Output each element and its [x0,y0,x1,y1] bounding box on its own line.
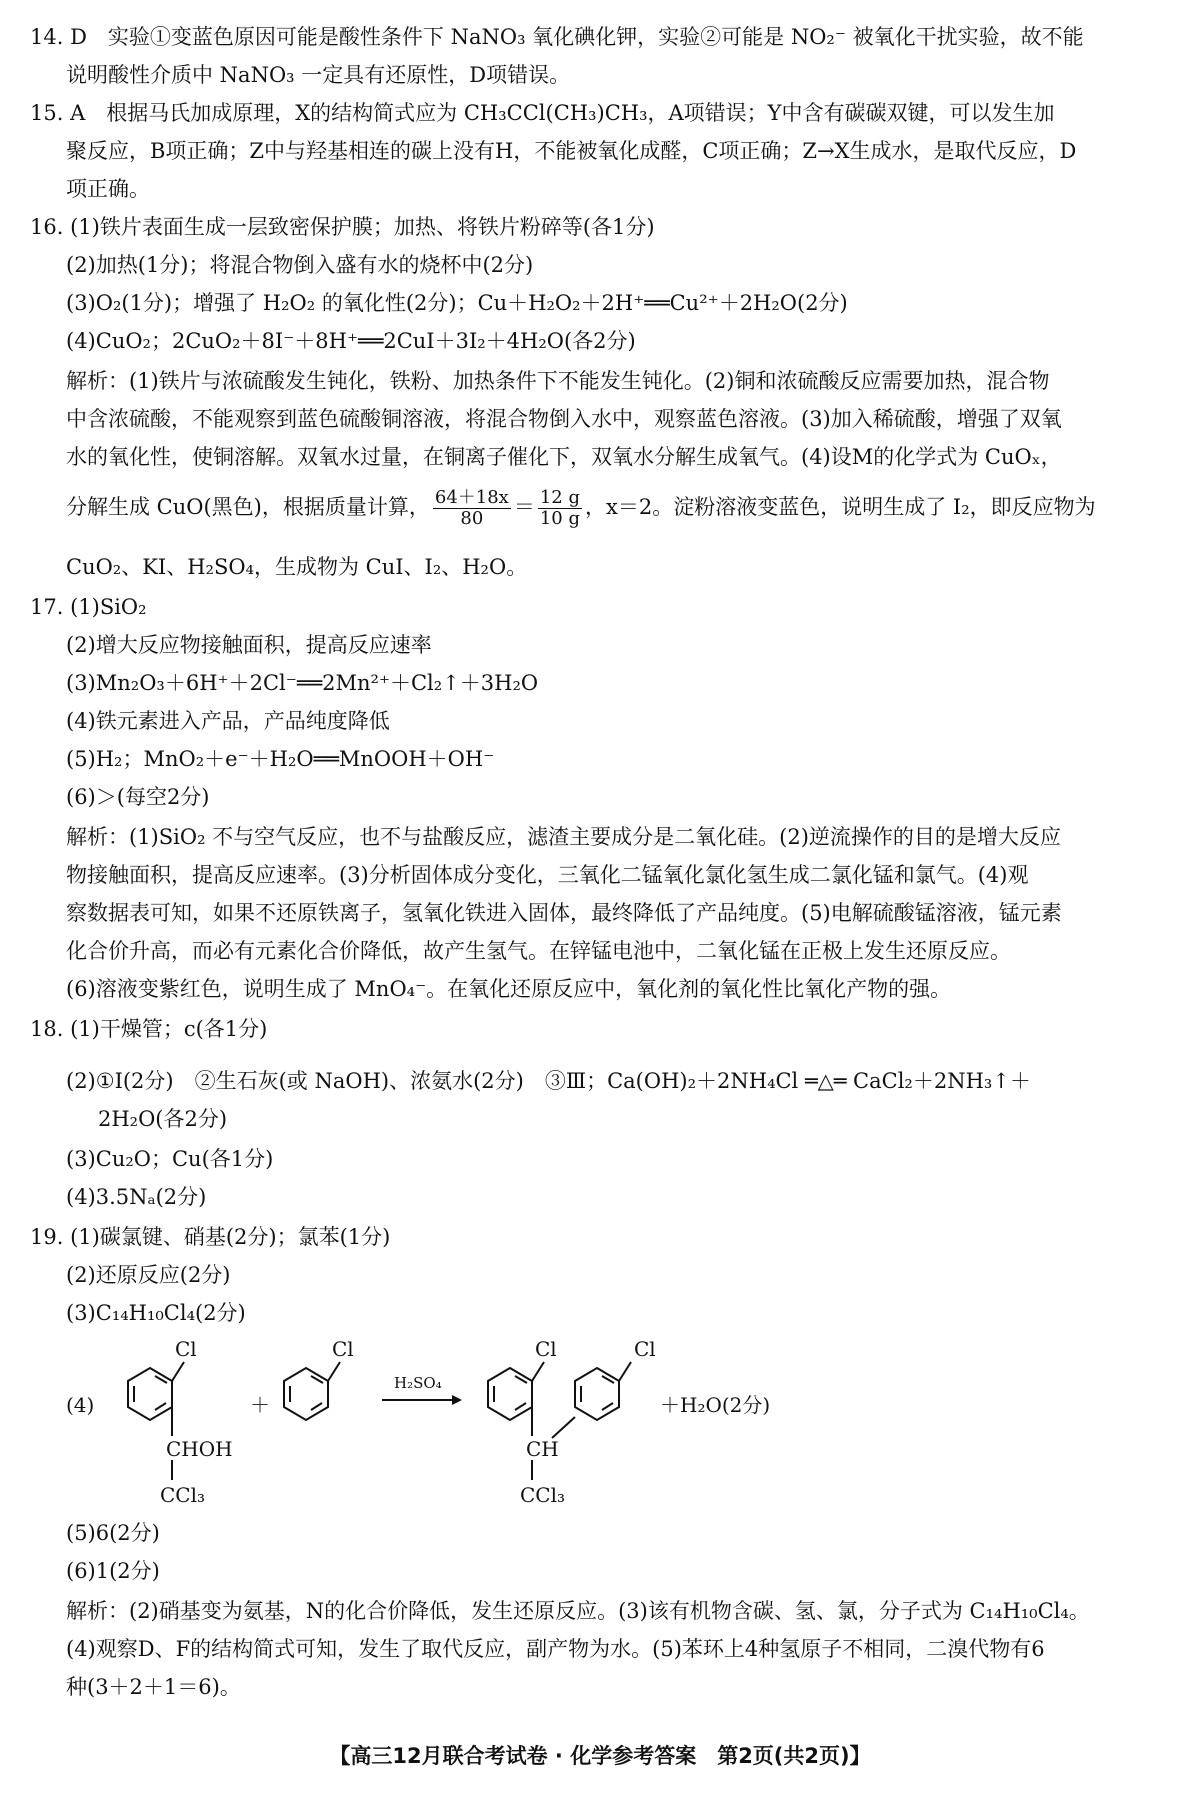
q16-fraction-left [433,488,511,529]
q17-line-5: (5)H₂；MnO₂＋e⁻＋H₂O══MnOOH＋OH⁻ [66,747,495,771]
benzene-ring-2 [284,1362,340,1420]
q17-analysis-1: 解析：(1)SiO₂ 不与空气反应，也不与盐酸反应，滤渣主要成分是二氧化硅。(2)逆流操作的目的是增大反应 [66,825,1061,849]
q17-line-6: (6)＞(每空2分) [66,785,210,809]
q16-line-1: 16. (1)铁片表面生成一层致密保护膜；加热、将铁片粉碎等(各1分) [30,215,655,239]
q15-line-1: 15. A 根据马氏加成原理，X的结构简式应为 CH₃CCl(CH₃)CH₃，A项错误；Y中含有碳碳双键，可以发生加 [30,101,1055,125]
q19-analysis-3: 种(3＋2＋1＝6)。 [66,1675,241,1699]
q16-analysis-3: 水的氧化性，使铜溶解。双氧水过量，在铜离子催化下，双氧水分解生成氧气。(4)设M的化学式为 CuOₓ， [66,445,1062,469]
water-byproduct: ＋H₂O(2分) [660,1393,771,1417]
benzene-ring-3 [488,1362,575,1480]
q16-analysis-1: 解析：(1)铁片与浓硫酸发生钝化，铁粉、加热条件下不能发生钝化。(2)铜和浓硫酸反应需要加热，混合物 [66,369,1050,393]
chlorine-label: Cl [175,1337,197,1361]
q16-calc-prefix: 分解生成 CuO(黑色)，根据质量计算， [66,495,430,519]
ch-label: CH [526,1437,559,1461]
q17-line-2: (2)增大反应物接触面积，提高反应速率 [66,633,432,657]
q17-analysis-5: (6)溶液变紫红色，说明生成了 MnO₄⁻。在氧化还原反应中，氧化剂的氧化性比氧化产物的强。 [66,977,952,1001]
q19-4-label: (4) [66,1393,95,1417]
q17-line-1: 17. (1)SiO₂ [30,595,147,619]
equals-sign: ＝ [513,495,535,519]
benzene-ring-4 [575,1362,631,1420]
q16-line-2: (2)加热(1分)；将混合物倒入盛有水的烧杯中(2分) [66,253,534,277]
q18-line-3: 2H₂O(各2分) [98,1107,228,1131]
catalyst-label: H₂SO₄ [394,1374,442,1392]
fraction-denominator: 10 g [539,508,580,529]
q14-line-2: 说明酸性介质中 NaNO₃ 一定具有还原性，D项错误。 [66,63,571,87]
choh-label: CHOH [166,1437,233,1461]
chlorine-label: Cl [535,1337,557,1361]
q17-line-3: (3)Mn₂O₃＋6H⁺＋2Cl⁻══2Mn²⁺＋Cl₂↑＋3H₂O [66,671,539,695]
q18-line-4: (3)Cu₂O；Cu(各1分) [66,1147,274,1171]
q18-line-5: (4)3.5Nₐ(2分) [66,1185,207,1209]
q19-line-3: (3)C₁₄H₁₀Cl₄(2分) [66,1301,246,1325]
q17-analysis-2: 物接触面积，提高反应速率。(3)分析固体成分变化，三氧化二锰氧化氯化氢生成二氯化锰和氯气。(4)观 [66,863,1029,887]
q19-line-6: (6)1(2分) [66,1559,160,1583]
chlorine-label: Cl [332,1337,354,1361]
q18-line-2: (2)①Ⅰ(2分) ②生石灰(或 NaOH)、浓氨水(2分) ③Ⅲ；Ca(OH)₂＋2NH₄Cl ═△═ CaCl₂＋2NH₃↑＋ [66,1069,1031,1093]
ccl3-label: CCl₃ [160,1483,206,1507]
fraction-numerator: 64＋18x [434,487,509,508]
q16-analysis-2: 中含浓硫酸，不能观察到蓝色硫酸铜溶液，将混合物倒入水中，观察蓝色溶液。(3)加入稀硫酸，增强了双氧 [66,407,1062,431]
page-footer: 【高三12月联合考试卷 · 化学参考答案 第2页(共2页)】 [329,1744,871,1768]
q16-calc-line [66,488,1180,529]
q18-line-1: 18. (1)干燥管；c(各1分) [30,1017,268,1041]
q15-line-2: 聚反应，B项正确；Z中与羟基相连的碳上没有H，不能被氧化成醛，C项正确；Z→X生成水，是取代反应，D [66,139,1077,163]
q19-line-5: (5)6(2分) [66,1521,160,1545]
q16-line-3: (3)O₂(1分)；增强了 H₂O₂ 的氧化性(2分)；Cu＋H₂O₂＋2H⁺══Cu²⁺＋2H₂O(2分) [66,291,848,315]
q14-line-1: 14. D 实验①变蓝色原因可能是酸性条件下 NaNO₃ 氧化碘化钾，实验②可能是 NO₂⁻ 被氧化干扰实验，故不能 [30,25,1084,49]
q16-line-4: (4)CuO₂；2CuO₂＋8I⁻＋8H⁺══2CuI＋3I₂＋4H₂O(各2分) [66,329,636,353]
q15-line-3: 项正确。 [66,177,150,201]
ccl3-label: CCl₃ [520,1483,566,1507]
q17-analysis-4: 化合价升高，而必有元素化合价降低，故产生氢气。在锌锰电池中，二氧化锰在正极上发生还原反应。 [66,939,1011,963]
q16-fraction-right [538,488,582,529]
q19-reaction-scheme [0,1310,1200,1510]
q16-calc-suffix: ，x＝2。 [585,495,674,519]
fraction-numerator: 12 g [539,487,580,508]
q17-line-4: (4)铁元素进入产品，产品纯度降低 [66,709,390,733]
q19-line-1: 19. (1)碳氯键、硝基(2分)；氯苯(1分) [30,1225,391,1249]
plus-sign: ＋ [250,1393,270,1417]
q19-analysis-2: (4)观察D、F的结构简式可知，发生了取代反应，副产物为水。(5)苯环上4种氢原子不相同，二溴代物有6 [66,1637,1045,1661]
fraction-denominator: 80 [460,508,484,529]
reaction-arrow [382,1395,462,1405]
q19-analysis-1: 解析：(2)硝基变为氨基，N的化合价降低，发生还原反应。(3)该有机物含碳、氢、氯，分子式为 C₁₄H₁₀Cl₄。 [66,1599,1090,1623]
chlorine-label: Cl [634,1337,656,1361]
benzene-ring-1 [128,1362,184,1480]
q16-analysis-5: CuO₂、KI、H₂SO₄，生成物为 CuI、I₂、H₂O。 [66,555,528,579]
q17-analysis-3: 察数据表可知，如果不还原铁离子，氢氧化铁进入固体，最终降低了产品纯度。(5)电解硫酸锰溶液，锰元素 [66,901,1062,925]
q16-analysis-4: 淀粉溶液变蓝色，说明生成了 I₂，即反应物为 [673,495,1096,519]
q19-line-2: (2)还原反应(2分) [66,1263,231,1287]
